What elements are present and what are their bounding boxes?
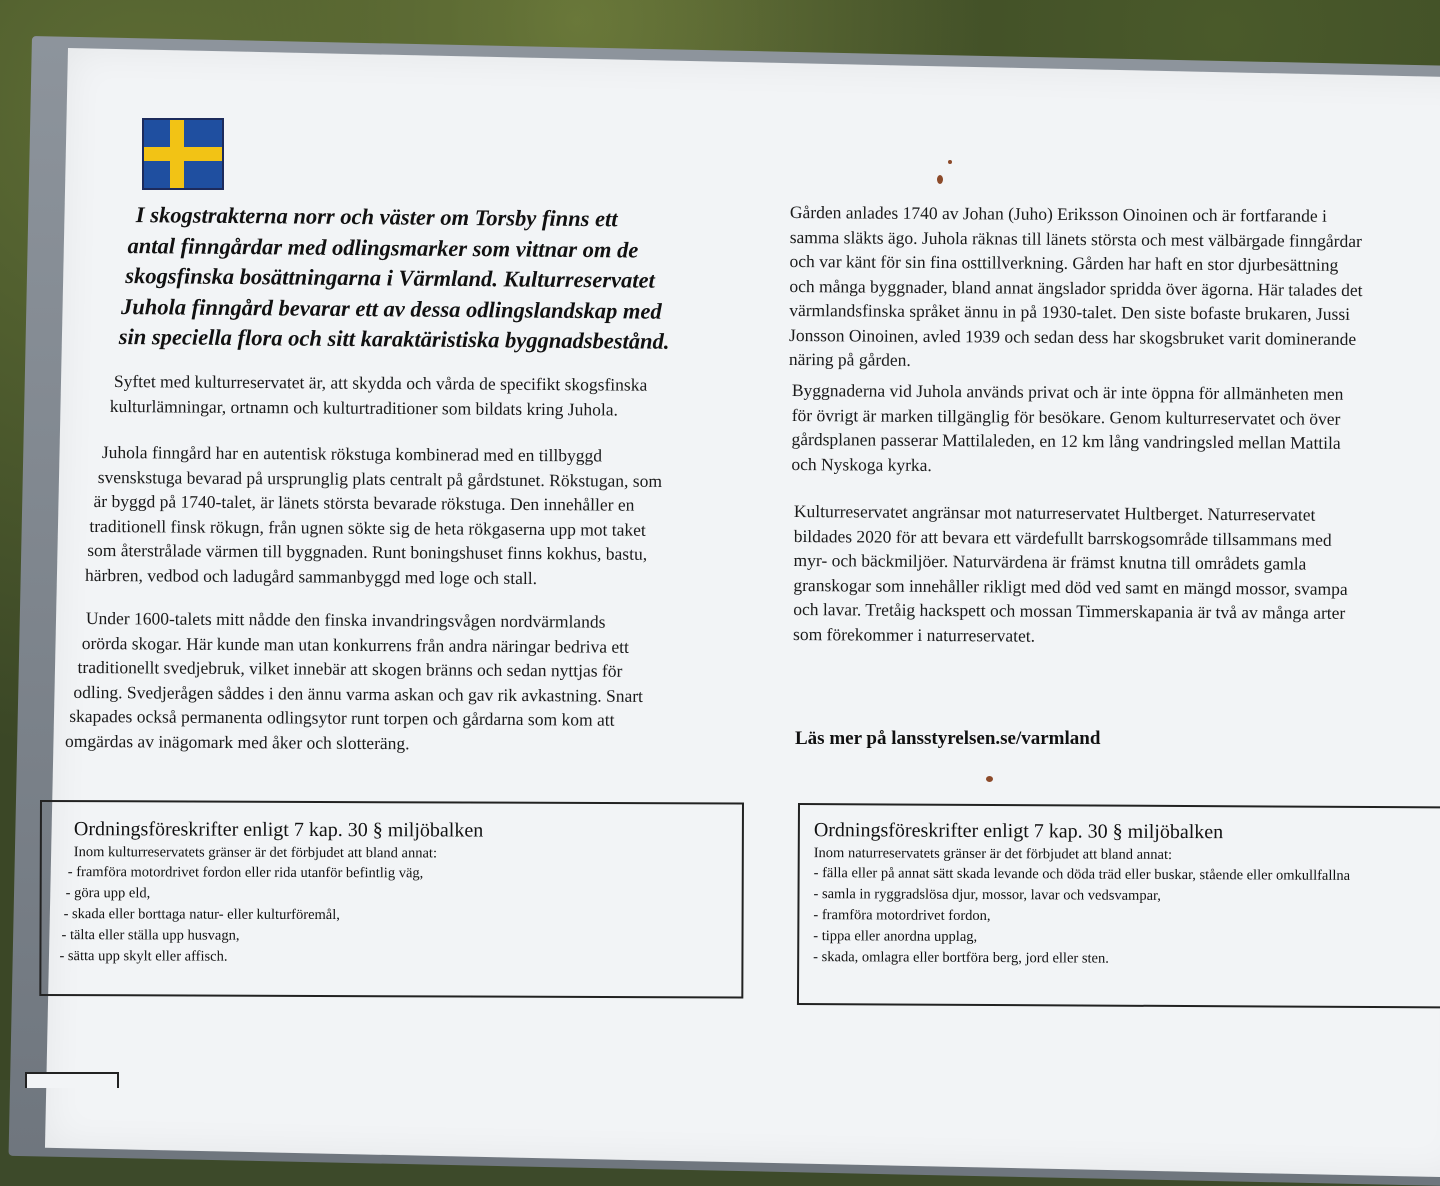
text-line: och var känt för sin fina osttillverkning. Gården har haft en stor djurbesättning: [789, 250, 1339, 275]
text-line: myr- och bäckmiljöer. Naturvärdena är främst knutna till områdets gamla: [793, 549, 1307, 574]
rules-item: - tälta eller ställa upp husvagn,: [61, 927, 240, 944]
rules-item: - skada, omlagra eller bortföra berg, jord eller sten.: [813, 949, 1109, 967]
right-paragraph-nature: [793, 499, 1348, 650]
text-line: skapades också permanenta odlingsytor runt torpen och gårdarna som kom att: [69, 705, 615, 730]
text-line: Gården anlades 1740 av Johan (Juho) Eriksson Oinoinen och är fortfarande i: [789, 201, 1327, 226]
right-paragraph-farm: [789, 200, 1363, 375]
intro-line: Juhola finngård bevarar ett av dessa odlingslandskap med: [120, 293, 662, 324]
rules-item: - samla in ryggradslösa djur, mossor, lavar och vedsvampar,: [813, 886, 1161, 904]
text-line: näring på gården.: [788, 348, 911, 370]
text-line: kulturlämningar, ortnamn och kulturtraditioner som bildats kring Juhola.: [109, 395, 618, 420]
text-line: för övrigt är marken tillgänglig för besökare. Genom kulturreservatet och över: [791, 404, 1341, 429]
text-line: och Nyskoga kyrka.: [791, 453, 932, 475]
rules-title: Ordningsföreskrifter enligt 7 kap. 30 § miljöbalken: [73, 818, 484, 842]
text-line: och många byggnader, bland annat ängslador spridda över ägorna. Här talades det: [789, 275, 1363, 300]
rules-box-left: [39, 800, 744, 998]
rules-item: - fälla eller på annat sätt skada levande och döda träd eller buskar, stående eller omkullfallna: [813, 865, 1351, 884]
text-line: härbren, vedbod och ladugård sammanbyggd med loge och stall.: [84, 564, 538, 588]
text-line: samma släkts ägo. Juhola räknas till länets största och mest välbärgade finngårdar: [789, 226, 1362, 251]
text-line: som återstrålade värmen till byggnaden. Runt boningshuset finns kokhus, bastu,: [87, 539, 648, 564]
rules-intro: Inom naturreservatets gränser är det förbjudet att bland annat:: [813, 845, 1173, 863]
intro-text: [119, 200, 780, 358]
text-line: gårdsplanen passerar Mattilaleden, en 12 km lång vandringsled mellan Mattila: [791, 428, 1341, 453]
text-line: omgärdas av inägomark med åker och slotteräng.: [64, 730, 410, 753]
left-paragraph-history: [64, 606, 644, 757]
text-line: Juhola finngård har en autentisk rökstuga kombinerad med en tillbyggd: [101, 441, 603, 466]
stain-mark: [986, 776, 993, 782]
text-line: värmlandsfinska språket ännu in på 1930-talet. Den siste bofaste brukaren, Jussi: [789, 299, 1351, 324]
text-line: och lavar. Tretåig hackspett och mossan Timmerskapania är två av många arter: [793, 598, 1346, 623]
rules-item: - framföra motordrivet fordon,: [813, 907, 991, 925]
left-paragraph-purpose: [109, 369, 648, 422]
text-line: Byggnaderna vid Juhola används privat och är inte öppna för allmänheten men: [791, 379, 1344, 404]
rules-item: - tippa eller anordna upplag,: [813, 928, 978, 945]
text-line: bildades 2020 för att bevara ett värdefullt barrskogsområde tillsammans med: [793, 525, 1332, 550]
intro-line: skogsfinska bosättningarna i Värmland. Kulturreservatet: [125, 263, 655, 293]
rules-intro: Inom kulturreservatets gränser är det förbjudet att bland annat:: [73, 844, 438, 862]
text-line: orörda skogar. Här kunde man utan konkurrens från andra näringar bedriva ett: [81, 632, 629, 657]
text-line: traditionellt svedjebruk, vilket innebär att skogen bränns och sedan nyttjas för: [77, 656, 623, 681]
text-line: odling. Svedjerågen såddes i den ännu varma askan och gav rik avkastning. Snart: [73, 681, 644, 706]
intro-line: antal finngårdar med odlingsmarker som vittnar om de: [127, 232, 639, 263]
intro-line: I skogstrakterna norr och väster om Torsby finns ett: [135, 202, 618, 232]
text-line: Syftet med kulturreservatet är, att skydda och vårda de specifikt skogsfinska: [113, 370, 648, 395]
bottom-logo-box: [25, 1072, 119, 1088]
text-line: som förekommer i naturreservatet.: [792, 623, 1036, 646]
text-line: Under 1600-talets mitt nådde den finska invandringsvågen nordvärmlands: [85, 607, 606, 632]
swedish-flag-logo: [142, 118, 224, 190]
rules-item: - sätta upp skylt eller affisch.: [59, 948, 228, 965]
rules-item: - göra upp eld,: [65, 885, 151, 902]
left-paragraph-rokstuga: [84, 440, 663, 591]
text-line: Kulturreservatet angränsar mot naturreservatet Hultberget. Naturreservatet: [793, 500, 1316, 525]
text-line: traditionell finsk rökugn, från ugnen sökte sig de heta rökgaserna upp mot taket: [89, 515, 646, 540]
rules-item: - skada eller borttaga natur- eller kulturföremål,: [63, 906, 340, 924]
text-line: svenskstuga bevarad på ursprunglig plats centralt på gårdstunet. Rökstugan, som: [97, 466, 663, 491]
intro-line: sin speciella flora och sitt karaktäristiska byggnadsbestånd.: [118, 323, 670, 354]
text-line: Jonsson Oinoinen, avled 1939 och sedan dess har skogsbruket varit dominerande: [788, 324, 1357, 349]
rules-box-right: [797, 803, 1440, 1008]
rules-title: Ordningsföreskrifter enligt 7 kap. 30 § miljöbalken: [813, 819, 1224, 844]
read-more-link: Läs mer på lansstyrelsen.se/varmland: [795, 728, 1101, 749]
stain-mark: [948, 160, 952, 164]
right-paragraph-buildings: [791, 378, 1343, 480]
text-line: är byggd på 1740-talet, är länets största bevarade rökstuga. Den innehåller en: [93, 490, 635, 515]
stain-mark: [937, 175, 943, 184]
rules-item: - framföra motordrivet fordon eller rida utanför befintlig väg,: [67, 864, 424, 882]
flag-cross-horizontal: [144, 147, 222, 161]
text-line: granskogar som innehåller rikligt med död ved samt en mängd mossor, svampa: [793, 574, 1348, 599]
